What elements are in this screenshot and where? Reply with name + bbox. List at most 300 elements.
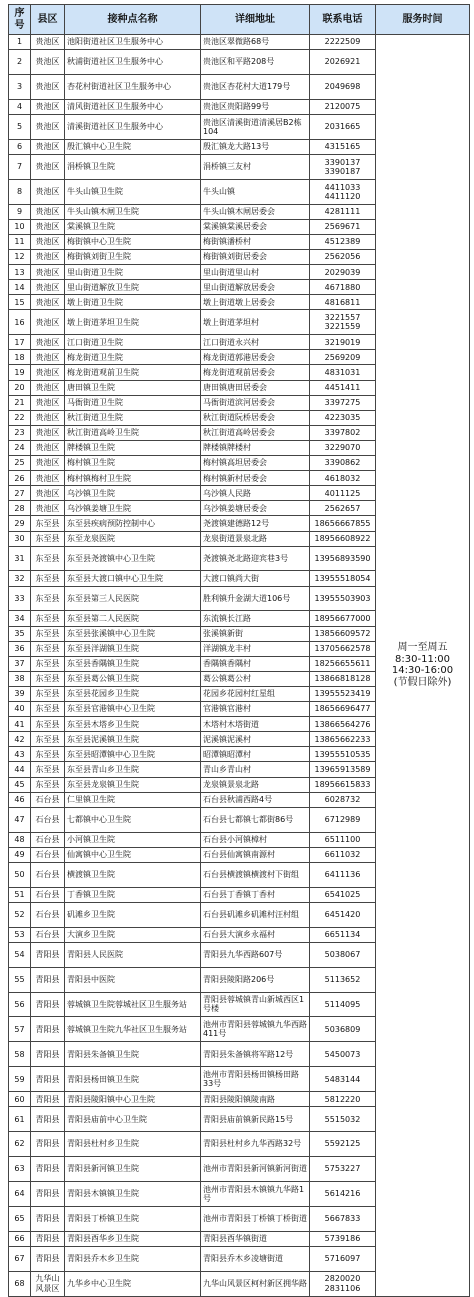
row-county: 青阳县 bbox=[31, 967, 65, 992]
row-site-name: 殷汇镇中心卫生院 bbox=[65, 139, 201, 154]
row-seq: 22 bbox=[9, 410, 31, 425]
row-address: 木塔村木塔街道 bbox=[201, 717, 310, 732]
row-seq: 24 bbox=[9, 440, 31, 455]
row-county: 贵池区 bbox=[31, 280, 65, 295]
row-county: 贵池区 bbox=[31, 35, 65, 50]
row-address: 石台县丁香镇丁香村 bbox=[201, 887, 310, 902]
row-seq: 43 bbox=[9, 747, 31, 762]
row-county: 青阳县 bbox=[31, 1017, 65, 1042]
row-seq: 26 bbox=[9, 471, 31, 486]
header-address: 详细地址 bbox=[201, 5, 310, 35]
row-county: 青阳县 bbox=[31, 1156, 65, 1181]
row-site-name: 青阳县朱备镇卫生院 bbox=[65, 1042, 201, 1067]
row-site-name: 牛头山镇卫生院 bbox=[65, 179, 201, 204]
row-address: 贵池区清溪街道清溪居B2栋104 bbox=[201, 114, 310, 139]
row-county: 东至县 bbox=[31, 586, 65, 611]
row-county: 石台县 bbox=[31, 927, 65, 942]
row-address: 梅街镇刘街居委会 bbox=[201, 250, 310, 265]
row-seq: 28 bbox=[9, 501, 31, 516]
row-phone: 18656667855 bbox=[310, 516, 376, 531]
row-phone: 4411033 4411120 bbox=[310, 179, 376, 204]
row-phone: 6712989 bbox=[310, 807, 376, 832]
row-site-name: 梅村镇梅村卫生院 bbox=[65, 471, 201, 486]
row-seq: 37 bbox=[9, 656, 31, 671]
row-phone: 2569671 bbox=[310, 219, 376, 234]
row-phone: 6651134 bbox=[310, 927, 376, 942]
row-phone: 5667833 bbox=[310, 1206, 376, 1231]
row-address: 青阳县庙前镇新民路15号 bbox=[201, 1107, 310, 1132]
row-address: 贵池区杏花村大道179号 bbox=[201, 74, 310, 99]
row-address: 贵池区和平路208号 bbox=[201, 50, 310, 75]
row-seq: 46 bbox=[9, 792, 31, 807]
row-seq: 63 bbox=[9, 1156, 31, 1181]
row-phone: 5036809 bbox=[310, 1017, 376, 1042]
row-address: 花园乡花园村红星组 bbox=[201, 686, 310, 701]
row-county: 贵池区 bbox=[31, 114, 65, 139]
row-site-name: 池阳街道社区卫生服务中心 bbox=[65, 35, 201, 50]
row-seq: 3 bbox=[9, 74, 31, 99]
row-phone: 2031665 bbox=[310, 114, 376, 139]
row-site-name: 秋江街道卫生院 bbox=[65, 410, 201, 425]
row-address: 唐田镇唐田居委会 bbox=[201, 380, 310, 395]
row-address: 马衙街道滨河居委会 bbox=[201, 395, 310, 410]
row-phone: 2049698 bbox=[310, 74, 376, 99]
row-address: 梅龙街道观前居委会 bbox=[201, 365, 310, 380]
row-phone: 3390862 bbox=[310, 456, 376, 471]
row-phone: 13865662233 bbox=[310, 732, 376, 747]
row-county: 东至县 bbox=[31, 732, 65, 747]
table-row bbox=[9, 35, 470, 50]
row-site-name: 七都镇中心卫生院 bbox=[65, 807, 201, 832]
row-seq: 7 bbox=[9, 154, 31, 179]
row-address: 池州市青阳县木镇镇九华路1号 bbox=[201, 1181, 310, 1206]
row-site-name: 江口街道卫生院 bbox=[65, 335, 201, 350]
row-site-name: 矶滩乡卫生院 bbox=[65, 902, 201, 927]
row-county: 贵池区 bbox=[31, 295, 65, 310]
row-county: 东至县 bbox=[31, 626, 65, 641]
row-phone: 5812220 bbox=[310, 1092, 376, 1107]
row-address: 青阳县蓉城镇青山新城西区1号楼 bbox=[201, 992, 310, 1017]
row-site-name: 仙寓镇中心卫生院 bbox=[65, 847, 201, 862]
row-site-name: 东至县泥溪镇卫生院 bbox=[65, 732, 201, 747]
row-site-name: 牌楼镇卫生院 bbox=[65, 440, 201, 455]
row-county: 贵池区 bbox=[31, 440, 65, 455]
row-site-name: 东至县龙泉镇卫生院 bbox=[65, 777, 201, 792]
row-site-name: 仁里镇卫生院 bbox=[65, 792, 201, 807]
row-address: 青阳县酉华镇街道 bbox=[201, 1231, 310, 1246]
row-seq: 66 bbox=[9, 1231, 31, 1246]
row-address: 石台县七都镇七都街86号 bbox=[201, 807, 310, 832]
row-address: 乌沙镇姜塘居委会 bbox=[201, 501, 310, 516]
row-phone: 5483144 bbox=[310, 1067, 376, 1092]
row-site-name: 秋浦街道社区卫生服务中心 bbox=[65, 50, 201, 75]
row-address: 张溪镇新街 bbox=[201, 626, 310, 641]
row-county: 东至县 bbox=[31, 571, 65, 586]
row-county: 石台县 bbox=[31, 832, 65, 847]
row-site-name: 梅街镇刘街卫生院 bbox=[65, 250, 201, 265]
row-address: 墩上街道茅坦村 bbox=[201, 310, 310, 335]
row-county: 东至县 bbox=[31, 516, 65, 531]
row-phone: 5592125 bbox=[310, 1132, 376, 1157]
row-address: 青阳县陵阳镇陵南路 bbox=[201, 1092, 310, 1107]
row-phone: 6411136 bbox=[310, 862, 376, 887]
row-county: 东至县 bbox=[31, 762, 65, 777]
row-site-name: 梅街镇中心卫生院 bbox=[65, 234, 201, 249]
row-address: 里山街道里山村 bbox=[201, 265, 310, 280]
row-phone: 2820020 2831106 bbox=[310, 1271, 376, 1296]
row-phone: 5614216 bbox=[310, 1181, 376, 1206]
row-site-name: 东至县尧渡镇中心卫生院 bbox=[65, 546, 201, 571]
row-address: 秋江街道阮桥居委会 bbox=[201, 410, 310, 425]
row-county: 贵池区 bbox=[31, 265, 65, 280]
row-county: 青阳县 bbox=[31, 1246, 65, 1271]
row-county: 贵池区 bbox=[31, 501, 65, 516]
row-phone: 3390137 3390187 bbox=[310, 154, 376, 179]
row-site-name: 东至县疾病预防控制中心 bbox=[65, 516, 201, 531]
row-phone: 5753227 bbox=[310, 1156, 376, 1181]
row-address: 涓桥镇三友村 bbox=[201, 154, 310, 179]
row-address: 龙泉街道景泉北路 bbox=[201, 531, 310, 546]
row-seq: 11 bbox=[9, 234, 31, 249]
header-seq: 序号 bbox=[9, 5, 31, 35]
row-seq: 58 bbox=[9, 1042, 31, 1067]
row-site-name: 青阳县杨田镇卫生院 bbox=[65, 1067, 201, 1092]
row-seq: 53 bbox=[9, 927, 31, 942]
row-phone: 18956615833 bbox=[310, 777, 376, 792]
row-address: 殷汇镇龙大路13号 bbox=[201, 139, 310, 154]
row-county: 贵池区 bbox=[31, 486, 65, 501]
row-county: 贵池区 bbox=[31, 471, 65, 486]
row-county: 青阳县 bbox=[31, 1042, 65, 1067]
row-county: 石台县 bbox=[31, 792, 65, 807]
row-county: 贵池区 bbox=[31, 350, 65, 365]
row-address: 牛头山镇木闸居委会 bbox=[201, 204, 310, 219]
row-seq: 31 bbox=[9, 546, 31, 571]
row-site-name: 里山街道卫生院 bbox=[65, 265, 201, 280]
row-seq: 36 bbox=[9, 641, 31, 656]
row-site-name: 青阳县人民医院 bbox=[65, 942, 201, 967]
row-phone: 3221557 3221559 bbox=[310, 310, 376, 335]
row-site-name: 小河镇卫生院 bbox=[65, 832, 201, 847]
row-site-name: 东至县青山乡卫生院 bbox=[65, 762, 201, 777]
header-name: 接种点名称 bbox=[65, 5, 201, 35]
row-seq: 21 bbox=[9, 395, 31, 410]
row-county: 贵池区 bbox=[31, 410, 65, 425]
row-phone: 13955503903 bbox=[310, 586, 376, 611]
row-phone: 2562657 bbox=[310, 501, 376, 516]
row-address: 梅村镇新村居委会 bbox=[201, 471, 310, 486]
row-phone: 3219019 bbox=[310, 335, 376, 350]
row-site-name: 清溪街道社区卫生服务中心 bbox=[65, 114, 201, 139]
row-seq: 2 bbox=[9, 50, 31, 75]
row-phone: 5113652 bbox=[310, 967, 376, 992]
row-address: 石台县大演乡永福村 bbox=[201, 927, 310, 942]
row-address: 秋江街道高岭居委会 bbox=[201, 425, 310, 440]
row-site-name: 东至县第三人民医院 bbox=[65, 586, 201, 611]
row-phone: 13955518054 bbox=[310, 571, 376, 586]
row-county: 石台县 bbox=[31, 887, 65, 902]
row-phone: 6028732 bbox=[310, 792, 376, 807]
row-address: 梅街镇潘桥村 bbox=[201, 234, 310, 249]
row-site-name: 梅龙街道观前卫生院 bbox=[65, 365, 201, 380]
row-seq: 55 bbox=[9, 967, 31, 992]
row-address: 九华山风景区柯村新区拥华路 bbox=[201, 1271, 310, 1296]
row-phone: 6511100 bbox=[310, 832, 376, 847]
row-site-name: 青阳县杜村乡卫生院 bbox=[65, 1132, 201, 1157]
row-phone: 2120075 bbox=[310, 99, 376, 114]
row-seq: 10 bbox=[9, 219, 31, 234]
row-phone: 4671880 bbox=[310, 280, 376, 295]
row-county: 青阳县 bbox=[31, 1181, 65, 1206]
row-county: 贵池区 bbox=[31, 335, 65, 350]
row-phone: 18656696477 bbox=[310, 702, 376, 717]
row-phone: 4816811 bbox=[310, 295, 376, 310]
header-time: 服务时间 bbox=[376, 5, 470, 35]
row-county: 贵池区 bbox=[31, 456, 65, 471]
row-county: 青阳县 bbox=[31, 942, 65, 967]
row-site-name: 东至县张溪镇中心卫生院 bbox=[65, 626, 201, 641]
row-phone: 5515032 bbox=[310, 1107, 376, 1132]
row-seq: 39 bbox=[9, 686, 31, 701]
row-county: 贵池区 bbox=[31, 425, 65, 440]
row-county: 贵池区 bbox=[31, 179, 65, 204]
row-site-name: 杏花村街道社区卫生服务中心 bbox=[65, 74, 201, 99]
row-address: 牌楼镇牌楼村 bbox=[201, 440, 310, 455]
row-address: 池州市青阳县丁桥镇丁桥街道 bbox=[201, 1206, 310, 1231]
row-site-name: 东至县木塔乡卫生院 bbox=[65, 717, 201, 732]
row-site-name: 青阳县陵阳镇中心卫生院 bbox=[65, 1092, 201, 1107]
row-seq: 41 bbox=[9, 717, 31, 732]
row-site-name: 东至县香隅镇卫生院 bbox=[65, 656, 201, 671]
row-address: 青阳县乔木乡凌塘街道 bbox=[201, 1246, 310, 1271]
row-site-name: 丁香镇卫生院 bbox=[65, 887, 201, 902]
header-county: 县区 bbox=[31, 5, 65, 35]
row-phone: 5038067 bbox=[310, 942, 376, 967]
row-address: 东流镇长江路 bbox=[201, 611, 310, 626]
row-address: 贵池区贵阳路99号 bbox=[201, 99, 310, 114]
row-address: 龙泉镇景泉北路 bbox=[201, 777, 310, 792]
row-seq: 23 bbox=[9, 425, 31, 440]
row-county: 石台县 bbox=[31, 807, 65, 832]
row-seq: 12 bbox=[9, 250, 31, 265]
row-site-name: 青阳县新河镇卫生院 bbox=[65, 1156, 201, 1181]
row-seq: 50 bbox=[9, 862, 31, 887]
row-address: 葛公镇葛公村 bbox=[201, 671, 310, 686]
row-county: 东至县 bbox=[31, 641, 65, 656]
row-seq: 47 bbox=[9, 807, 31, 832]
row-phone: 13955523419 bbox=[310, 686, 376, 701]
row-site-name: 清风街道社区卫生服务中心 bbox=[65, 99, 201, 114]
row-site-name: 青阳县酉华乡卫生院 bbox=[65, 1231, 201, 1246]
row-site-name: 涓桥镇卫生院 bbox=[65, 154, 201, 179]
row-phone: 4223035 bbox=[310, 410, 376, 425]
row-site-name: 青阳县中医院 bbox=[65, 967, 201, 992]
service-time: 周一至周五 8:30-11:00 14:30-16:00 (节假日除外) bbox=[376, 35, 470, 1297]
row-county: 贵池区 bbox=[31, 380, 65, 395]
row-address: 青阳县朱备镇将军路12号 bbox=[201, 1042, 310, 1067]
row-address: 石台县矶滩乡矶滩村汪村组 bbox=[201, 902, 310, 927]
row-phone: 4831031 bbox=[310, 365, 376, 380]
row-phone: 5450073 bbox=[310, 1042, 376, 1067]
row-seq: 34 bbox=[9, 611, 31, 626]
row-seq: 59 bbox=[9, 1067, 31, 1092]
row-address: 青阳县九华西路607号 bbox=[201, 942, 310, 967]
row-county: 九华山风景区 bbox=[31, 1271, 65, 1296]
row-seq: 33 bbox=[9, 586, 31, 611]
row-site-name: 马衙街道卫生院 bbox=[65, 395, 201, 410]
row-seq: 32 bbox=[9, 571, 31, 586]
row-county: 东至县 bbox=[31, 777, 65, 792]
row-site-name: 梅村镇卫生院 bbox=[65, 456, 201, 471]
row-address: 洋湖镇龙丰村 bbox=[201, 641, 310, 656]
row-seq: 18 bbox=[9, 350, 31, 365]
row-phone: 13705662578 bbox=[310, 641, 376, 656]
row-seq: 20 bbox=[9, 380, 31, 395]
row-address: 青山乡青山村 bbox=[201, 762, 310, 777]
row-seq: 54 bbox=[9, 942, 31, 967]
row-seq: 9 bbox=[9, 204, 31, 219]
row-county: 青阳县 bbox=[31, 1067, 65, 1092]
row-seq: 38 bbox=[9, 671, 31, 686]
row-site-name: 乌沙镇卫生院 bbox=[65, 486, 201, 501]
row-address: 棠溪镇棠溪居委会 bbox=[201, 219, 310, 234]
row-county: 青阳县 bbox=[31, 1231, 65, 1246]
row-seq: 61 bbox=[9, 1107, 31, 1132]
row-site-name: 青阳县木镇镇卫生院 bbox=[65, 1181, 201, 1206]
row-address: 泥溪镇泥溪村 bbox=[201, 732, 310, 747]
row-phone: 13866818128 bbox=[310, 671, 376, 686]
row-site-name: 东至县昭潭镇中心卫生院 bbox=[65, 747, 201, 762]
row-phone: 6541025 bbox=[310, 887, 376, 902]
row-phone: 4011125 bbox=[310, 486, 376, 501]
row-site-name: 东至龙泉医院 bbox=[65, 531, 201, 546]
row-county: 青阳县 bbox=[31, 992, 65, 1017]
row-site-name: 东至县大渡口镇中心卫生院 bbox=[65, 571, 201, 586]
row-address: 石台县仙寓镇南源村 bbox=[201, 847, 310, 862]
row-county: 贵池区 bbox=[31, 365, 65, 380]
row-site-name: 横渡镇卫生院 bbox=[65, 862, 201, 887]
row-site-name: 青阳县丁桥镇卫生院 bbox=[65, 1206, 201, 1231]
row-site-name: 墩上街道卫生院 bbox=[65, 295, 201, 310]
row-address: 墩上街道墩上居委会 bbox=[201, 295, 310, 310]
row-county: 青阳县 bbox=[31, 1132, 65, 1157]
row-county: 贵池区 bbox=[31, 219, 65, 234]
table-body bbox=[9, 35, 470, 1297]
row-site-name: 牛头山镇木闸卫生院 bbox=[65, 204, 201, 219]
row-site-name: 里山街道解放卫生院 bbox=[65, 280, 201, 295]
row-address: 昭潭镇昭潭村 bbox=[201, 747, 310, 762]
row-address: 石台县秋浦西路4号 bbox=[201, 792, 310, 807]
row-seq: 1 bbox=[9, 35, 31, 50]
row-phone: 4618032 bbox=[310, 471, 376, 486]
row-phone: 2569209 bbox=[310, 350, 376, 365]
row-phone: 18956677000 bbox=[310, 611, 376, 626]
row-county: 东至县 bbox=[31, 671, 65, 686]
row-seq: 40 bbox=[9, 702, 31, 717]
row-seq: 48 bbox=[9, 832, 31, 847]
header-phone: 联系电话 bbox=[310, 5, 376, 35]
row-seq: 16 bbox=[9, 310, 31, 335]
row-address: 乌沙镇人民路 bbox=[201, 486, 310, 501]
row-address: 石台县小河镇樟村 bbox=[201, 832, 310, 847]
row-address: 池州市青阳县杨田镇杨田路33号 bbox=[201, 1067, 310, 1092]
row-phone: 2029039 bbox=[310, 265, 376, 280]
row-seq: 51 bbox=[9, 887, 31, 902]
row-county: 贵池区 bbox=[31, 250, 65, 265]
row-site-name: 唐田镇卫生院 bbox=[65, 380, 201, 395]
row-county: 贵池区 bbox=[31, 310, 65, 335]
row-phone: 13866564276 bbox=[310, 717, 376, 732]
row-seq: 15 bbox=[9, 295, 31, 310]
row-seq: 8 bbox=[9, 179, 31, 204]
row-address: 梅龙街道郭港居委会 bbox=[201, 350, 310, 365]
row-address: 青阳县陵阳路206号 bbox=[201, 967, 310, 992]
row-seq: 27 bbox=[9, 486, 31, 501]
row-address: 池州市青阳县蓉城镇九华西路411号 bbox=[201, 1017, 310, 1042]
row-seq: 17 bbox=[9, 335, 31, 350]
row-phone: 5739186 bbox=[310, 1231, 376, 1246]
row-seq: 44 bbox=[9, 762, 31, 777]
row-address: 香隅镇香隅村 bbox=[201, 656, 310, 671]
row-address: 牛头山镇 bbox=[201, 179, 310, 204]
row-seq: 5 bbox=[9, 114, 31, 139]
row-seq: 25 bbox=[9, 456, 31, 471]
row-county: 东至县 bbox=[31, 531, 65, 546]
row-seq: 64 bbox=[9, 1181, 31, 1206]
row-seq: 14 bbox=[9, 280, 31, 295]
row-county: 贵池区 bbox=[31, 395, 65, 410]
row-seq: 56 bbox=[9, 992, 31, 1017]
row-county: 青阳县 bbox=[31, 1206, 65, 1231]
row-county: 贵池区 bbox=[31, 99, 65, 114]
row-seq: 68 bbox=[9, 1271, 31, 1296]
row-phone: 3229070 bbox=[310, 440, 376, 455]
row-address: 江口街道永兴村 bbox=[201, 335, 310, 350]
row-seq: 29 bbox=[9, 516, 31, 531]
row-site-name: 青阳县乔木乡卫生院 bbox=[65, 1246, 201, 1271]
row-seq: 19 bbox=[9, 365, 31, 380]
row-county: 青阳县 bbox=[31, 1107, 65, 1132]
row-site-name: 梅龙街道卫生院 bbox=[65, 350, 201, 365]
row-address: 石台县横渡镇横渡村下街组 bbox=[201, 862, 310, 887]
row-phone: 2562056 bbox=[310, 250, 376, 265]
row-site-name: 大演乡卫生院 bbox=[65, 927, 201, 942]
row-site-name: 东至县官港镇中心卫生院 bbox=[65, 702, 201, 717]
row-county: 贵池区 bbox=[31, 74, 65, 99]
row-county: 石台县 bbox=[31, 862, 65, 887]
row-site-name: 墩上街道茅坦卫生院 bbox=[65, 310, 201, 335]
row-seq: 52 bbox=[9, 902, 31, 927]
row-phone: 2026921 bbox=[310, 50, 376, 75]
row-seq: 45 bbox=[9, 777, 31, 792]
row-phone: 13956893590 bbox=[310, 546, 376, 571]
row-site-name: 九华乡中心卫生院 bbox=[65, 1271, 201, 1296]
vaccination-site-table bbox=[8, 4, 470, 1297]
row-site-name: 棠溪镇卫生院 bbox=[65, 219, 201, 234]
row-seq: 65 bbox=[9, 1206, 31, 1231]
header-row bbox=[9, 5, 470, 35]
row-county: 东至县 bbox=[31, 546, 65, 571]
row-address: 贵池区翠微路68号 bbox=[201, 35, 310, 50]
row-county: 东至县 bbox=[31, 611, 65, 626]
row-phone: 13955510535 bbox=[310, 747, 376, 762]
row-county: 贵池区 bbox=[31, 139, 65, 154]
row-county: 石台县 bbox=[31, 847, 65, 862]
row-seq: 6 bbox=[9, 139, 31, 154]
row-phone: 6611032 bbox=[310, 847, 376, 862]
row-county: 东至县 bbox=[31, 702, 65, 717]
row-site-name: 秋江街道高岭卫生院 bbox=[65, 425, 201, 440]
